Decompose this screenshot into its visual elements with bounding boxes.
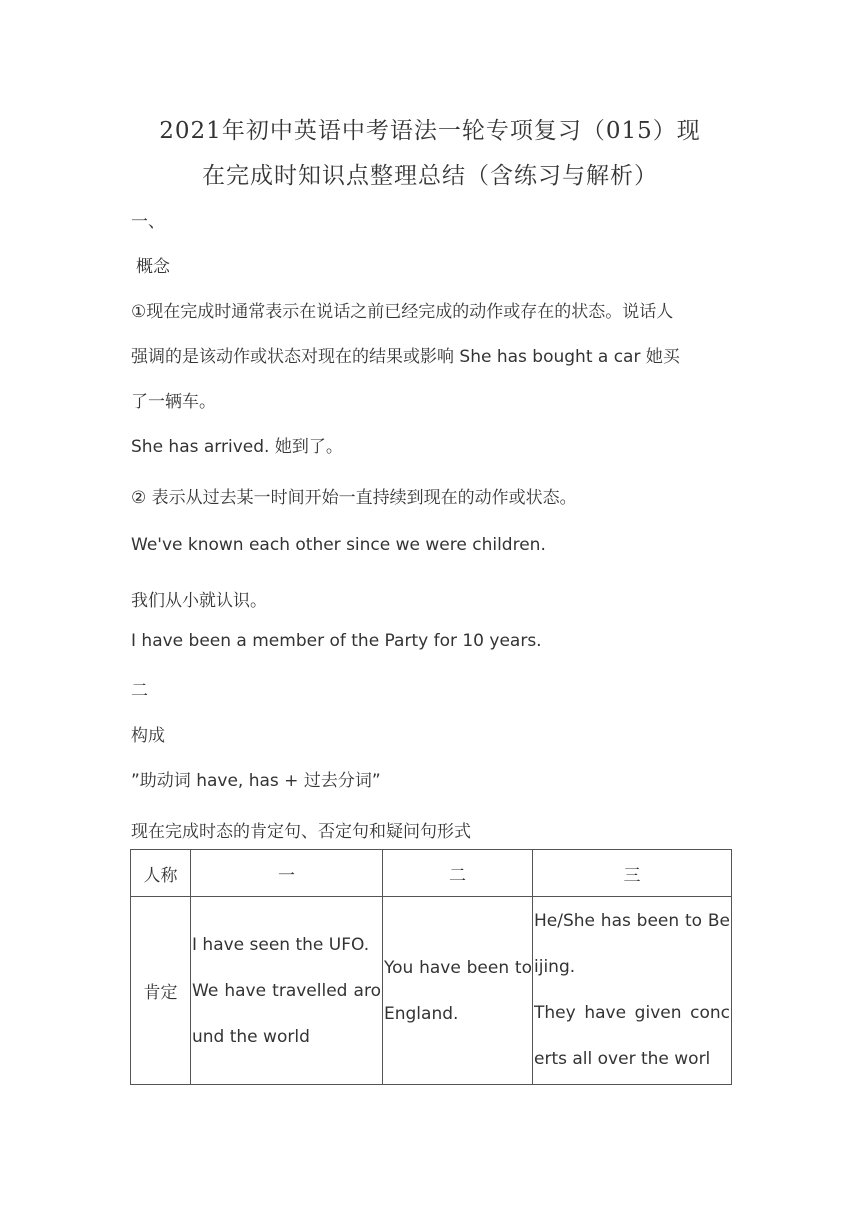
- section-2-number: 二: [131, 681, 148, 701]
- table-header-row: [131, 850, 732, 897]
- header-first-person: 一: [191, 850, 383, 897]
- header-third-person: 三: [533, 850, 732, 897]
- point-2: ② 表示从过去某一时间开始一直持续到现在的动作或状态。: [131, 488, 577, 508]
- document-title-line-1: 2021年初中英语中考语法一轮专项复习（015）现: [159, 118, 701, 144]
- example-2: We've known each other since we were children.: [131, 535, 546, 555]
- example-3: I have been a member of the Party for 10 years.: [131, 631, 542, 651]
- point-1-line-2: 强调的是该动作或状态对现在的结果或影响 She has bought a car 她买: [131, 347, 680, 367]
- section-2-heading: 构成: [131, 726, 165, 746]
- header-person: 人称: [131, 850, 191, 897]
- point-1-line-3: 了一辆车。: [131, 392, 216, 412]
- cell-first-person: [191, 897, 383, 1085]
- header-second-person: 二: [383, 850, 533, 897]
- tense-forms-table: [130, 849, 732, 1085]
- first-person-sentence-2: We have travelled around the world: [192, 980, 381, 1047]
- table-caption: 现在完成时态的肯定句、否定句和疑问句形式: [131, 822, 471, 842]
- cell-second-person: [383, 897, 533, 1085]
- example-2-translation: 我们从小就认识。: [131, 591, 267, 611]
- cell-third-person: [533, 897, 732, 1085]
- third-person-sentence-2: They have given concerts all over the worl: [534, 1002, 730, 1069]
- third-person-sentence-1: He/She has been to Beijing.: [534, 910, 730, 977]
- row-label-affirmative: 肯定: [131, 897, 191, 1085]
- first-person-sentence-1: I have seen the UFO.: [192, 934, 370, 955]
- example-1: She has arrived. 她到了。: [131, 437, 343, 457]
- point-1-line-1: ①现在完成时通常表示在说话之前已经完成的动作或存在的状态。说话人: [131, 302, 674, 322]
- table-row-affirmative: [131, 897, 732, 1085]
- document-title-line-2: 在完成时知识点整理总结（含练习与解析）: [202, 163, 658, 189]
- section-1-number: 一、: [131, 212, 165, 232]
- second-person-sentence: You have been to England.: [384, 957, 532, 1024]
- section-1-heading: 概念: [136, 257, 170, 277]
- third-person-clip: [534, 898, 730, 1084]
- formula: ”助动词 have, has + 过去分词”: [131, 771, 381, 791]
